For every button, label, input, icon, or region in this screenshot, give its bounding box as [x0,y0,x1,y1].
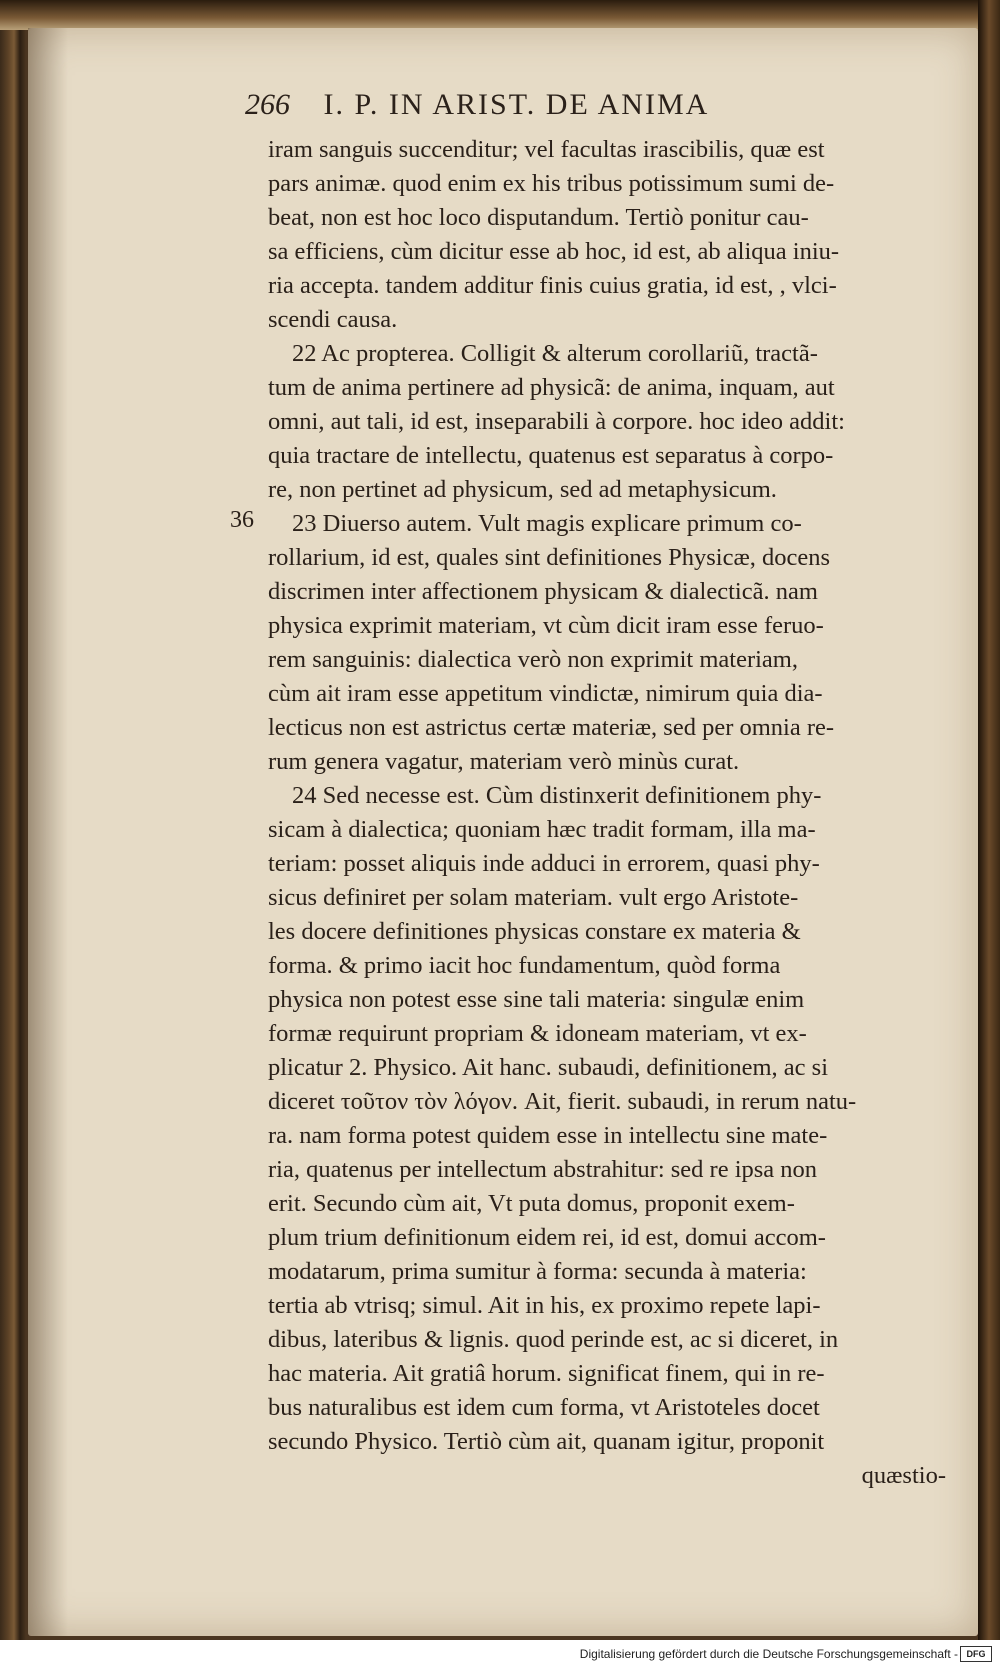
text-line: lecticus non est astrictus certæ materiæ, sed per omnia re- [268,714,835,741]
text-line: modatarum, prima sumitur à forma: secunda à materia: [268,1258,807,1285]
text-line: 24 Sed necesse est. Cùm distinxerit definitionem phy- [292,782,822,809]
page-gutter-shadow [28,28,68,1636]
page-number: 266 [245,88,290,121]
text-line: ria accepta. tandem additur finis cuius gratia, id est, , vlci- [268,272,837,299]
text-block [268,133,948,1493]
text-line: omni, aut tali, id est, inseparabili à corpore. hoc ideo addit: [268,408,845,435]
text-line: pars animæ. quod enim ex his tribus potissimum sumi de- [268,170,835,197]
text-line: quæstio- [861,1462,946,1489]
margin-number: 36 [230,507,254,533]
text-line: sicam à dialectica; quoniam hæc tradit formam, illa ma- [268,816,816,843]
running-title: I. P. IN ARIST. DE ANIMA [323,88,710,121]
dfg-logo: DFG [960,1646,992,1662]
text-line: hac materia. Ait gratiâ horum. significat finem, qui in re- [268,1360,825,1387]
text-line: ra. nam forma potest quidem esse in intellectu sine mate- [268,1122,828,1149]
text-line: sa efficiens, cùm dicitur esse ab hoc, id est, ab aliqua iniu- [268,238,840,265]
text-line: iram sanguis succenditur; vel facultas irascibilis, quæ est [268,136,825,163]
text-line: scendi causa. [268,306,398,333]
text-line: dibus, lateribus & lignis. quod perinde est, ac si diceret, in [268,1326,839,1353]
running-head [245,88,865,132]
text-line: formæ requirunt propriam & idoneam materiam, vt ex- [268,1020,807,1047]
text-line: diceret τοῦτον τὸν λόγον. Ait, fierit. subaudi, in rerum natu- [268,1088,857,1115]
book-top-edge [0,0,1000,30]
text-line: sicus definiret per solam materiam. vult ergo Aristote- [268,884,799,911]
text-line: beat, non est hoc loco disputandum. Tertiò ponitur cau- [268,204,809,231]
text-line: cùm ait iram esse appetitum vindictæ, nimirum quia dia- [268,680,823,707]
text-line: 22 Ac propterea. Colligit & alterum corollariũ, tractã- [292,340,818,367]
text-line: rum genera vagatur, materiam verò minùs curat. [268,748,740,775]
text-line: quia tractare de intellectu, quatenus est separatus à corpo- [268,442,834,469]
text-line: teriam: posset aliquis inde adduci in errorem, quasi phy- [268,850,820,877]
text-line: erit. Secundo cùm ait, Vt puta domus, proponit exem- [268,1190,795,1217]
text-line: forma. & primo iacit hoc fundamentum, quòd forma [268,952,781,979]
text-line: physica exprimit materiam, vt cùm dicit iram esse feruo- [268,612,824,639]
text-line: discrimen inter affectionem physicam & dialecticã. nam [268,578,818,605]
footer-credit: Digitalisierung gefördert durch die Deutsche Forschungsgemeinschaft - [579,1647,958,1661]
text-line: physica non potest esse sine tali materia: singulæ enim [268,986,805,1013]
text-line: tertia ab vtrisq; simul. Ait in his, ex proximo repete lapi- [268,1292,821,1319]
book-right-edge [978,0,1000,1640]
text-line: secundo Physico. Tertiò cùm ait, quanam igitur, proponit [268,1428,825,1455]
text-line: rollarium, id est, quales sint definitiones Physicæ, docens [268,544,831,571]
footer [0,1640,1000,1667]
text-line: tum de anima pertinere ad physicã: de anima, inquam, aut [268,374,835,401]
text-line: re, non pertinet ad physicum, sed ad metaphysicum. [268,476,777,503]
text-line: 23 Diuerso autem. Vult magis explicare primum co- [292,510,802,537]
text-line: ria, quatenus per intellectum abstrahitur: sed re ipsa non [268,1156,818,1183]
text-line: les docere definitiones physicas constare ex materia & [268,918,801,945]
text-line: rem sanguinis: dialectica verò non exprimit materiam, [268,646,798,673]
text-line: bus naturalibus est idem cum forma, vt Aristoteles docet [268,1394,820,1421]
text-line: plicatur 2. Physico. Ait hanc. subaudi, definitionem, ac si [268,1054,828,1081]
text-line: plum trium definitionum eidem rei, id est, domui accom- [268,1224,826,1251]
